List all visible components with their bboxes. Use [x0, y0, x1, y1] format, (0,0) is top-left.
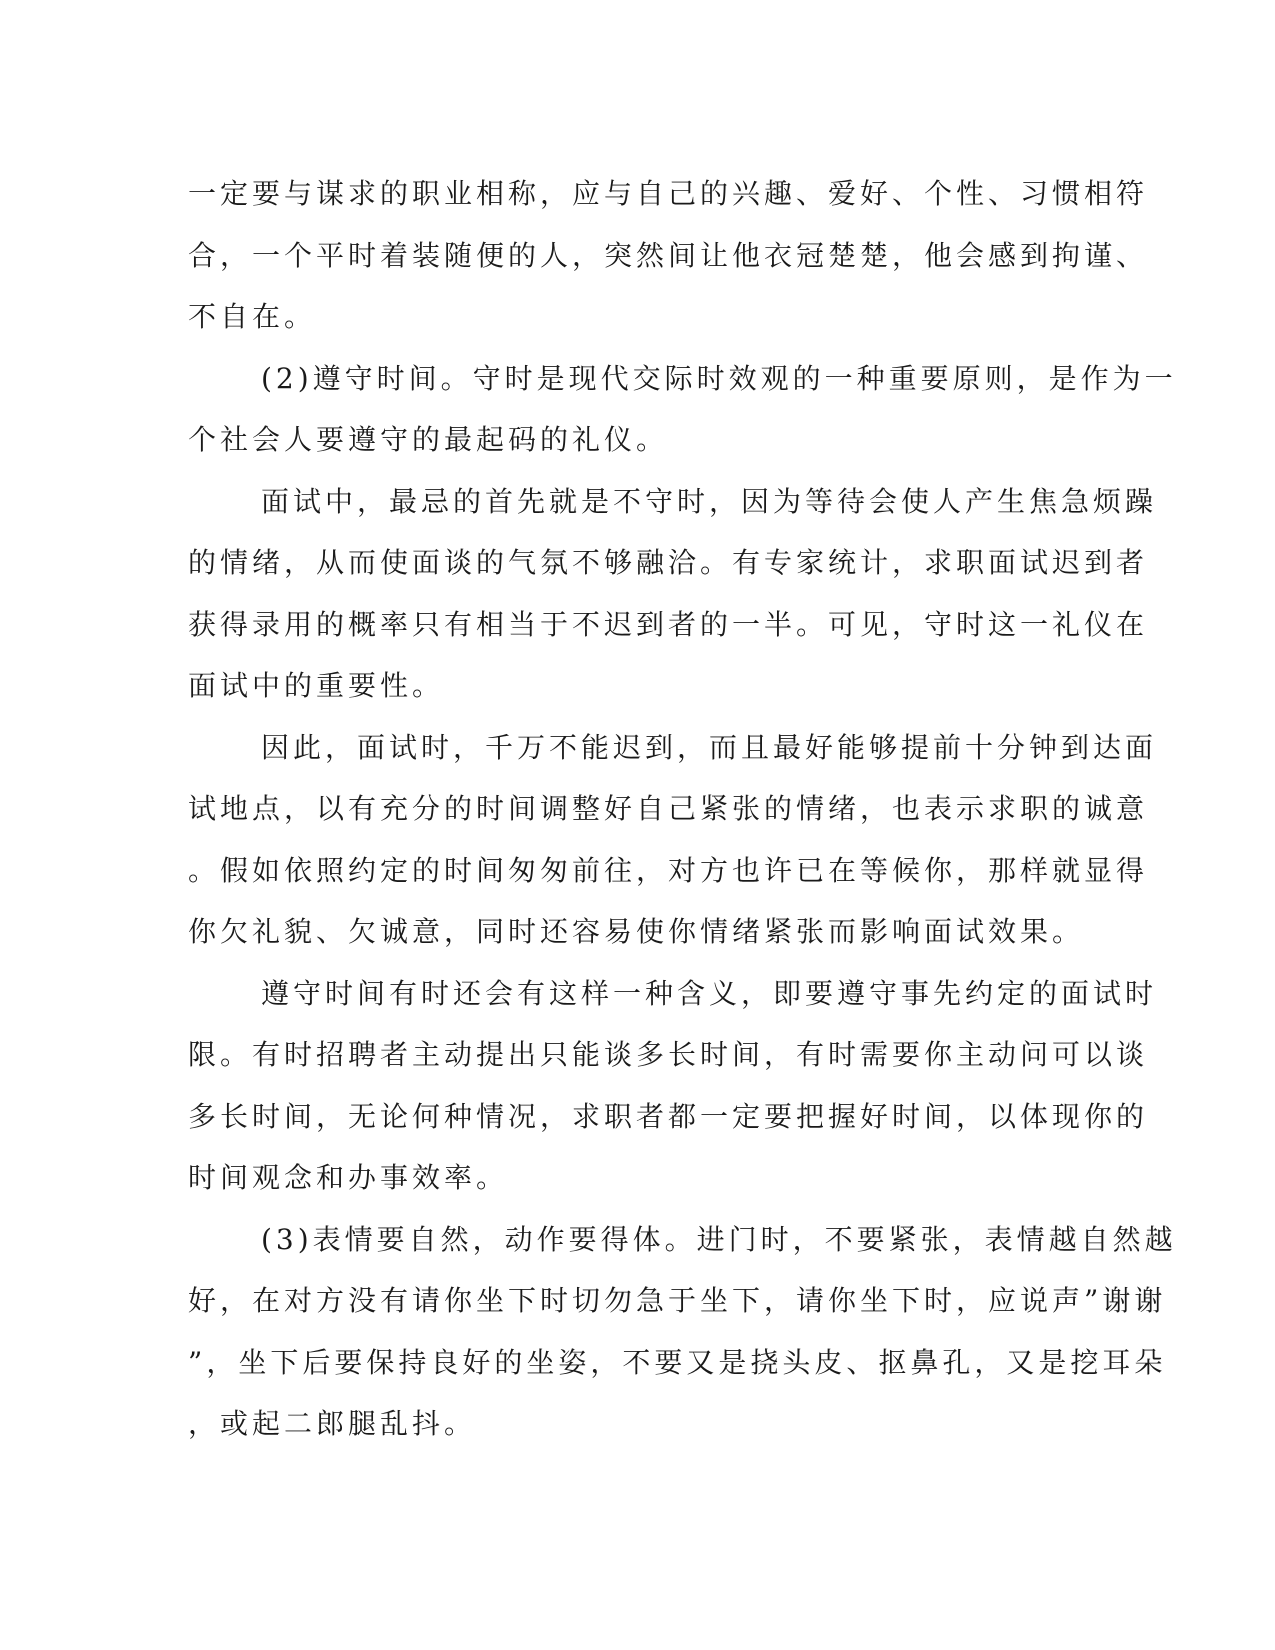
text-line: 多长时间，无论何种情况，求职者都一定要把握好时间，以体现你的	[188, 1099, 1149, 1133]
text-line: 面试中的重要性。	[188, 669, 445, 702]
paragraph-first-line: 面试中，最忌的首先就是不守时，因为等待会使人产生焦急烦躁	[261, 484, 1158, 518]
text-line: 个社会人要遵守的最起码的礼仪。	[188, 423, 669, 456]
paragraph-first-line: 因此，面试时，千万不能迟到，而且最好能够提前十分钟到达面	[261, 730, 1158, 764]
text-line: 限。有时招聘者主动提出只能谈多长时间，有时需要你主动问可以谈	[188, 1038, 1149, 1071]
text-line: 你欠礼貌、欠诚意，同时还容易使你情绪紧张而影响面试效果。	[188, 915, 1085, 948]
paragraph-first-line: 遵守时间有时还会有这样一种含义，即要遵守事先约定的面试时	[261, 976, 1158, 1010]
text-line: 的情绪，从而使面谈的气氛不够融洽。有专家统计，求职面试迟到者	[188, 546, 1149, 579]
text-line: 时间观念和办事效率。	[188, 1161, 509, 1194]
text-line: 试地点，以有充分的时间调整好自己紧张的情绪，也表示求职的诚意	[188, 792, 1149, 825]
paragraph-first-line: (3)表情要自然，动作要得体。进门时，不要紧张，表情越自然越	[261, 1222, 1177, 1256]
text-line: 好，在对方没有请你坐下时切勿急于坐下，请你坐下时，应说声”谢谢	[188, 1284, 1167, 1317]
text-line: 不自在。	[188, 300, 317, 333]
document-body	[188, 163, 1177, 1455]
text-line: ，或起二郎腿乱抖。	[188, 1407, 477, 1440]
text-line: 获得录用的概率只有相当于不迟到者的一半。可见，守时这一礼仪在	[188, 607, 1149, 641]
text-line: ”，坐下后要保持良好的坐姿，不要又是挠头皮、抠鼻孔，又是挖耳朵	[188, 1345, 1167, 1379]
text-line: 。假如依照约定的时间匆匆前往，对方也许已在等候你，那样就显得	[188, 853, 1149, 887]
paragraph-first-line: (2)遵守时间。守时是现代交际时效观的一种重要原则，是作为一	[261, 361, 1177, 395]
text-line: 合，一个平时着装随便的人，突然间让他衣冠楚楚，他会感到拘谨、	[188, 238, 1149, 272]
text-line: 一定要与谋求的职业相称，应与自己的兴趣、爱好、个性、习惯相符	[188, 177, 1149, 210]
